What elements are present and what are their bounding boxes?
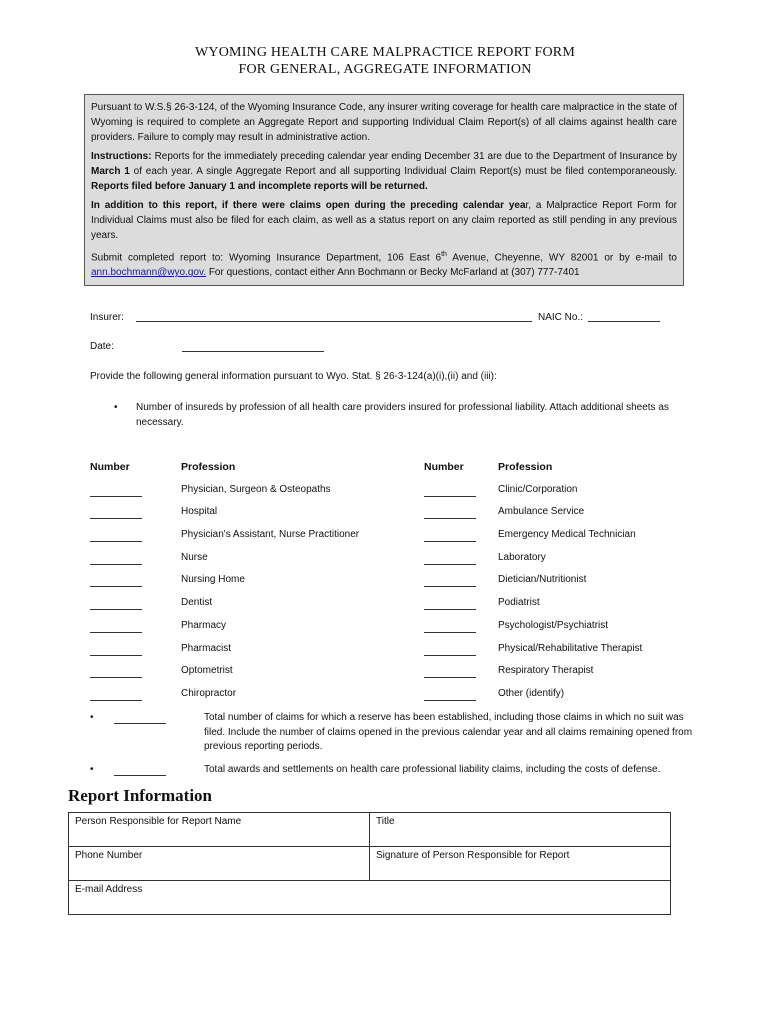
bullet-claims-text: Total number of claims for which a reserve has been established, including those claims in which no suit was filed. Include the number of claims opened in the previous calendar year and all claims remaining opened from previous reporting periods. [204, 712, 693, 752]
count-input[interactable] [90, 586, 142, 587]
profession-label: Physical/Rehabilitative Therapist [498, 643, 643, 654]
count-input[interactable] [424, 518, 476, 519]
bullet-icon: • [90, 712, 94, 723]
instructions-label: Instructions: [91, 151, 152, 162]
title-label: Title [376, 816, 395, 827]
date-field [90, 341, 114, 352]
profession-label: Physician, Surgeon & Osteopaths [181, 484, 331, 495]
count-input[interactable] [424, 609, 476, 610]
return-warning: Reports filed before January 1 and incomplete reports will be returned. [91, 181, 428, 192]
profession-label: Chiropractor [181, 688, 237, 699]
additional-paragraph [91, 198, 677, 243]
phone-cell[interactable] [69, 847, 370, 881]
profession-label: Clinic/Corporation [498, 484, 578, 495]
instructions-text: Reports for the immediately preceding calendar year ending December 31 are due to the Department of Insurance by [151, 151, 677, 162]
insurer-label: Insurer: [90, 312, 124, 323]
email-cell[interactable] [69, 881, 671, 915]
count-input[interactable] [90, 655, 142, 656]
submit-paragraph [91, 247, 677, 280]
insurer-field [90, 312, 124, 323]
title-line-2: FOR GENERAL, AGGREGATE INFORMATION [238, 62, 532, 77]
submit-text-3: For questions, contact either Ann Bochmann or Becky McFarland at (307) 777-7401 [206, 267, 580, 279]
count-input[interactable] [424, 541, 476, 542]
date-input[interactable] [182, 341, 324, 352]
count-input[interactable] [424, 700, 476, 701]
statute-paragraph: Pursuant to W.S.§ 26-3-124, of the Wyoming Insurance Code, any insurer writing coverage for health care malpractice in the state of Wyoming is required to complete an Aggregate Report and supporting Individual Claim Report(s) of all claims against health care providers. Failure to comply may result in administrative action. [91, 102, 677, 143]
person-name-cell[interactable] [69, 813, 370, 847]
bullet-icon: • [114, 402, 118, 413]
profession-label: Hospital [181, 506, 218, 517]
signature-label: Signature of Person Responsible for Report [376, 850, 570, 861]
title-line-1: WYOMING HEALTH CARE MALPRACTICE REPORT FORM [195, 45, 575, 60]
profession-header-right: Profession [498, 461, 553, 473]
count-input[interactable] [424, 564, 476, 565]
count-input[interactable] [424, 586, 476, 587]
awards-amount-input[interactable] [114, 775, 166, 776]
profession-label: Podiatrist [498, 597, 540, 608]
profession-label: Psychologist/Psychiatrist [498, 620, 609, 631]
signature-cell[interactable] [370, 847, 671, 881]
bullet-icon: • [90, 764, 94, 775]
instructions-text-2: of each year. A single Aggregate Report and all supporting Individual Claim Report(s) must be filed contemporaneously. [129, 166, 678, 177]
count-input[interactable] [90, 677, 142, 678]
bullet-insureds-text: Number of insureds by profession of all health care providers insured for professional liability. Attach additional sheets as necessary. [136, 402, 669, 428]
profession-label: Nursing Home [181, 574, 245, 585]
provide-text: Provide the following general information pursuant to Wyo. Stat. § 26-3-124(a)(i),(ii) and (iii): [90, 371, 497, 382]
profession-label: Laboratory [498, 552, 546, 563]
insurer-input[interactable] [136, 311, 532, 322]
report-info-heading: Report Information [68, 786, 213, 805]
person-name-label: Person Responsible for Report Name [75, 816, 242, 827]
phone-label: Phone Number [75, 850, 143, 861]
profession-label: Ambulance Service [498, 506, 585, 517]
count-input[interactable] [90, 700, 142, 701]
count-input[interactable] [424, 632, 476, 633]
profession-label: Pharmacy [181, 620, 227, 631]
count-input[interactable] [424, 655, 476, 656]
profession-label: Emergency Medical Technician [498, 529, 636, 540]
number-header-left: Number [90, 461, 130, 473]
title-cell[interactable] [370, 813, 671, 847]
due-date: March 1 [91, 166, 130, 177]
count-input[interactable] [424, 496, 476, 497]
naic-label: NAIC No.: [538, 312, 584, 323]
naic-input[interactable] [588, 311, 660, 322]
instructions-box [84, 94, 684, 286]
count-input[interactable] [90, 496, 142, 497]
submit-text: Submit completed report to: Wyoming Insurance Department, 106 East 6 [91, 252, 442, 264]
email-label: E-mail Address [75, 884, 143, 895]
bullet-awards-text: Total awards and settlements on health care professional liability claims, including the costs of defense. [204, 764, 661, 775]
report-info-table [68, 812, 671, 915]
count-input[interactable] [90, 541, 142, 542]
count-input[interactable] [90, 518, 142, 519]
count-input[interactable] [90, 564, 142, 565]
profession-label: Dietician/Nutritionist [498, 574, 587, 585]
profession-label: Nurse [181, 552, 208, 563]
count-input[interactable] [90, 609, 142, 610]
profession-label: Physician's Assistant, Nurse Practitioner [181, 529, 360, 540]
date-label: Date: [90, 341, 114, 352]
profession-label: Pharmacist [181, 643, 232, 654]
number-header-right: Number [424, 461, 464, 473]
count-input[interactable] [90, 632, 142, 633]
profession-header-left: Profession [181, 461, 236, 473]
instructions-paragraph [91, 149, 677, 194]
claims-count-input[interactable] [114, 723, 166, 724]
profession-label: Optometrist [181, 665, 233, 676]
submit-sup: th [441, 251, 447, 258]
profession-label: Dentist [181, 597, 213, 608]
email-link[interactable]: ann.bochmann@wyo.gov. [91, 267, 207, 279]
profession-label: Respiratory Therapist [498, 665, 594, 676]
profession-label: Other (identify) [498, 688, 565, 699]
count-input[interactable] [424, 677, 476, 678]
additional-text: r, a Malpractice Report Form for Individual Claims must also be filed for each claim, as well as a status report on any claim reported as still pending in any previous years. [91, 200, 678, 241]
naic-field [538, 312, 583, 323]
additional-bold: In addition to this report, if there were claims open during the preceding calendar yea [91, 200, 526, 211]
form-title [0, 44, 770, 78]
submit-text-2: Avenue, Cheyenne, WY 82001 or by e-mail to [446, 252, 677, 264]
